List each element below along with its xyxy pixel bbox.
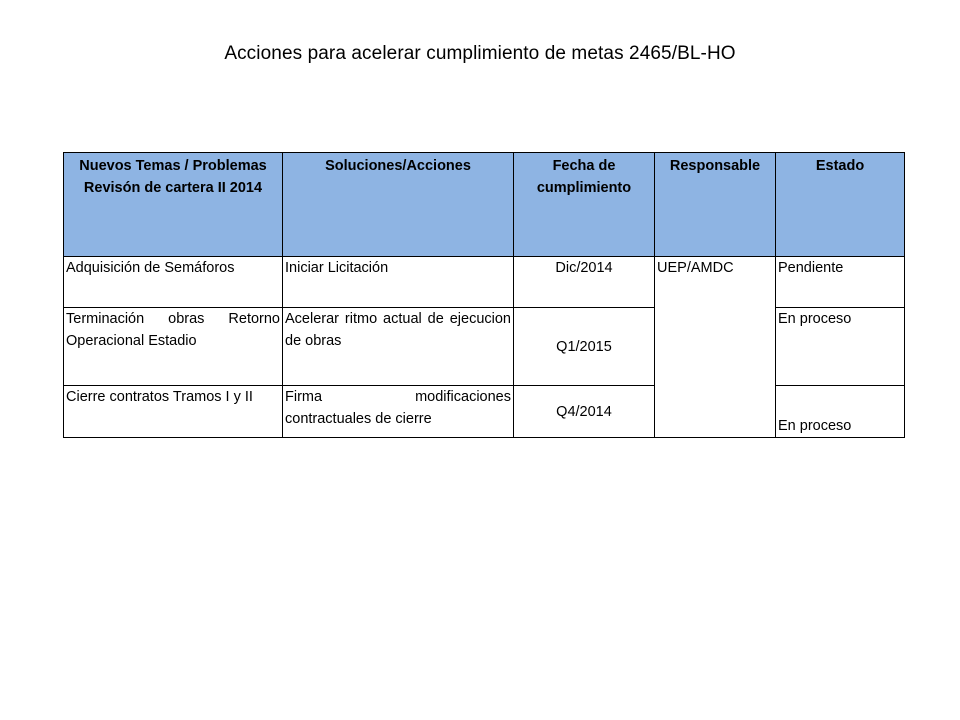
- table-row: [64, 308, 905, 386]
- page-title: Acciones para acelerar cumplimiento de metas 2465/BL-HO: [224, 43, 736, 64]
- row-1-estado: Pendiente: [776, 257, 905, 308]
- row-2-accion: Acelerar ritmo actual de ejecucion de obras: [283, 308, 514, 386]
- responsable-cell: UEP/AMDC: [655, 257, 776, 438]
- table-header-row: [64, 153, 905, 257]
- row-1-fecha: Dic/2014: [514, 257, 655, 308]
- header-soluciones: Soluciones/Acciones: [283, 153, 514, 257]
- header-fecha: [514, 153, 655, 257]
- row-3-fecha: Q4/2014: [514, 386, 655, 438]
- header-responsable: Responsable: [655, 153, 776, 257]
- row-3-problema: Cierre contratos Tramos I y II: [64, 386, 283, 438]
- row-1-accion: Iniciar Licitación: [283, 257, 514, 308]
- row-3-accion: Firma modificaciones contractuales de cierre: [283, 386, 514, 438]
- header-fecha-label: Fecha de cumplimiento: [536, 158, 632, 196]
- table-row: [64, 257, 905, 308]
- row-2-problema: Terminación obras Retorno Operacional Estadio: [64, 308, 283, 386]
- row-2-fecha: Q1/2015: [514, 308, 655, 386]
- header-problemas: [64, 153, 283, 257]
- actions-table: [63, 152, 905, 438]
- header-problemas-line1: Nuevos Temas / Problemas: [79, 158, 267, 174]
- row-2-estado: En proceso: [776, 308, 905, 386]
- row-3-estado: En proceso: [776, 386, 905, 438]
- header-estado: Estado: [776, 153, 905, 257]
- header-problemas-line2: Revisón de cartera II 2014: [83, 180, 263, 196]
- row-1-problema: Adquisición de Semáforos: [64, 257, 283, 308]
- table-row: [64, 386, 905, 438]
